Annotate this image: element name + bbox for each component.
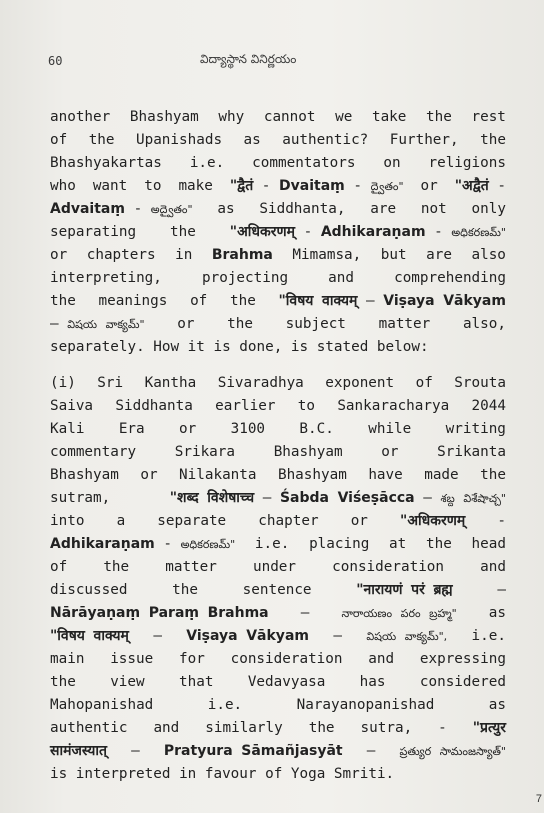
word: "प्रत्युर — [472, 720, 506, 736]
word: writing — [445, 421, 506, 437]
word: in — [179, 766, 197, 782]
word: subject — [285, 316, 346, 332]
word: in — [175, 247, 193, 263]
word: the — [50, 674, 76, 690]
text-line — [50, 717, 506, 740]
word: matter — [378, 316, 431, 332]
word: favour — [204, 766, 257, 782]
word: commentators — [252, 155, 356, 171]
word: Further, — [389, 132, 459, 148]
word: discussed — [50, 582, 128, 598]
running-head: విద్యాస్థాన వినిర్ణయం — [200, 52, 297, 66]
word: B.C. — [299, 421, 334, 437]
word: Srikanta — [437, 444, 506, 460]
word: also — [471, 247, 506, 263]
word: Advaitaṃ - అద్వైతం" — [50, 201, 193, 217]
word: the — [88, 132, 115, 148]
word: not — [420, 201, 447, 217]
word: exponent — [325, 375, 395, 391]
word: Pratyura Sāmañjasyāt — [163, 743, 343, 759]
word: separately. — [50, 339, 145, 355]
text-line — [50, 152, 506, 175]
word: that — [179, 674, 214, 690]
word: Siddhanta, — [259, 201, 346, 217]
text-line — [50, 487, 506, 510]
text-line — [50, 740, 506, 763]
word: the — [172, 582, 198, 598]
word: why — [218, 109, 245, 125]
word: Saiva — [50, 398, 94, 414]
word: – — [153, 628, 162, 644]
word: and — [480, 559, 506, 575]
word: – — [131, 743, 140, 759]
word: religions — [428, 155, 506, 171]
word: Era — [118, 421, 145, 437]
word: – — [497, 582, 506, 598]
word: have — [368, 467, 403, 483]
word: authentic — [50, 720, 128, 736]
word: "अधिकरणम् — [400, 513, 466, 529]
word: as — [488, 697, 506, 713]
word: matter — [165, 559, 217, 575]
body-text — [50, 106, 506, 786]
word: meanings — [98, 293, 168, 309]
word: Kali — [50, 421, 85, 437]
word: "अद्वैतं - — [454, 178, 506, 194]
text-line — [50, 198, 506, 221]
word: interpreted — [75, 766, 171, 782]
word: are — [426, 247, 452, 263]
word: "विषय वाक्यम् – Viṣaya Vākyam — [278, 293, 506, 309]
word: విషయ వాక్యమ్", — [366, 630, 448, 643]
word: i.e. — [207, 697, 243, 713]
word: the — [103, 559, 130, 575]
word: (i) — [50, 375, 76, 391]
word: Smriti. — [333, 766, 395, 782]
word: or — [179, 421, 197, 437]
text-line — [50, 441, 506, 464]
word: – విషయ వాక్యమ్" — [50, 316, 145, 332]
word: Nārāyaṇaṃ Paraṃ Brahma — [50, 605, 269, 621]
word: take — [371, 109, 407, 125]
word: below: — [376, 339, 429, 355]
word: interpreting, — [50, 270, 162, 286]
word: "विषय वाक्यम् — [50, 628, 129, 644]
word: Srouta — [454, 375, 506, 391]
text-line — [50, 175, 506, 198]
word: सामंजस्यात् — [50, 743, 108, 759]
word: cannot — [263, 109, 316, 125]
text-line — [50, 763, 506, 786]
word: Bhashyam — [50, 467, 119, 483]
word: Adhikaraṇam - అధికరణమ్" — [50, 536, 236, 552]
word: placing — [309, 536, 370, 552]
word: done, — [239, 339, 283, 355]
word: – — [366, 743, 376, 759]
text-line — [50, 290, 506, 313]
text-line — [50, 313, 506, 336]
text-line — [50, 556, 506, 579]
word: – — [333, 628, 342, 644]
text-line — [50, 129, 506, 152]
word: of — [265, 766, 283, 782]
word: Siddhanta — [115, 398, 193, 414]
word: while — [368, 421, 412, 437]
word: expressing — [419, 651, 506, 667]
word: to — [297, 398, 315, 414]
word: Bhashyam — [129, 109, 199, 125]
text-line — [50, 648, 506, 671]
word: Brahma — [211, 247, 273, 263]
word: projecting — [202, 270, 289, 286]
word: "अधिकरणम् - Adhikaraṇam - అధికరణమ్" — [229, 224, 506, 240]
word: Sivaradhya — [217, 375, 304, 391]
word: Sankaracharya — [337, 398, 450, 414]
word: are — [370, 201, 397, 217]
word: make — [178, 178, 213, 194]
text-line — [50, 602, 506, 625]
word: authentic? — [282, 132, 369, 148]
word: i.e. — [254, 536, 290, 552]
word: issue — [110, 651, 154, 667]
word: another — [50, 109, 111, 125]
word: Vedavyasa — [247, 674, 326, 690]
text-line — [50, 671, 506, 694]
word: Bhashyam — [273, 444, 343, 460]
word: also, — [462, 316, 506, 332]
word: Sri — [97, 375, 124, 391]
word: we — [335, 109, 353, 125]
text-line — [50, 336, 506, 359]
text-line — [50, 267, 506, 290]
word: chapters — [86, 247, 156, 263]
word: the — [308, 720, 335, 736]
word: stated — [316, 339, 369, 355]
word: the — [480, 132, 506, 148]
word: sentence — [242, 582, 312, 598]
text-line — [50, 418, 506, 441]
word: is — [290, 339, 309, 355]
word: under — [252, 559, 297, 575]
word: Viṣaya Vākyam — [186, 628, 309, 644]
paragraph-1 — [50, 106, 506, 359]
word: consideration — [230, 651, 343, 667]
word: into — [50, 513, 85, 529]
word: 2044 — [471, 398, 506, 414]
word: consideration — [332, 559, 445, 575]
word: the — [425, 536, 452, 552]
word: the — [50, 293, 76, 309]
word: want — [92, 178, 128, 194]
word: and — [153, 720, 180, 736]
word: has — [359, 674, 386, 690]
word: the — [426, 109, 452, 125]
word: - — [497, 513, 506, 529]
word: Bhashyakartas — [50, 155, 162, 171]
word: Narayanopanishad — [296, 697, 435, 713]
word: or — [177, 316, 195, 332]
word: on — [383, 155, 401, 171]
page-edge-mark: 7 — [535, 793, 542, 805]
word: the — [170, 224, 196, 240]
word: rest — [471, 109, 506, 125]
word: similarly — [205, 720, 283, 736]
word: Nilakanta — [179, 467, 257, 483]
text-line — [50, 510, 506, 533]
word: "नारायणं परं ब्रह्म — [356, 582, 453, 598]
paragraph-2 — [50, 372, 506, 786]
text-line — [50, 694, 506, 717]
text-line — [50, 106, 506, 129]
text-line — [50, 533, 506, 556]
word: Mimamsa, — [292, 247, 362, 263]
word: for — [179, 651, 205, 667]
word: of — [50, 559, 68, 575]
word: as — [217, 201, 235, 217]
word: main — [50, 651, 85, 667]
word: ప్రత్యుర సామంజస్యాత్" — [399, 745, 506, 758]
word: as — [488, 605, 506, 621]
word: – — [300, 605, 310, 621]
text-line — [50, 579, 506, 602]
word: 3100 — [230, 421, 266, 437]
word: or — [420, 178, 438, 194]
word: "द्वैतं - Dvaitaṃ - ద్వైతం" — [229, 178, 404, 194]
word: Yoga — [290, 766, 326, 782]
text-line — [50, 372, 506, 395]
word: who — [50, 178, 76, 194]
word: of — [415, 375, 433, 391]
text-line — [50, 221, 506, 244]
word: and — [368, 651, 395, 667]
word: separate — [157, 513, 227, 529]
word: chapter — [258, 513, 319, 529]
word: view — [110, 674, 145, 690]
word: separating — [50, 224, 137, 240]
word: of — [190, 293, 208, 309]
word: the — [227, 316, 253, 332]
word: at — [389, 536, 407, 552]
word: or — [381, 444, 399, 460]
word: Bhashyam — [277, 467, 347, 483]
text-line — [50, 395, 506, 418]
page-header — [0, 50, 544, 74]
word: head — [471, 536, 506, 552]
word: to — [144, 178, 162, 194]
word: and — [328, 270, 354, 286]
word: of — [50, 132, 68, 148]
word: is — [50, 766, 68, 782]
word: i.e. — [189, 155, 225, 171]
word: the — [480, 467, 506, 483]
word: the — [229, 293, 256, 309]
word: as — [243, 132, 261, 148]
word: made — [424, 467, 459, 483]
word: but — [380, 247, 407, 263]
word: Kantha — [144, 375, 197, 391]
word: comprehending — [394, 270, 506, 286]
word: How — [153, 339, 180, 355]
word: or — [50, 247, 68, 263]
word: sutram, — [50, 490, 111, 506]
word: sutra, — [360, 720, 413, 736]
word: only — [471, 201, 506, 217]
text-line — [50, 464, 506, 487]
word: or — [140, 467, 158, 483]
word: is — [213, 339, 231, 355]
word: Upanishads — [135, 132, 223, 148]
page-number: 60 — [48, 54, 63, 68]
word: "शब्द विशेषाच्च – Śabda Viśeṣācca – శబ్ద విశేషాచ్చ" — [169, 490, 506, 506]
word: నారాయణం పరం బ్రహ్మ" — [341, 607, 457, 620]
text-line — [50, 625, 506, 648]
word: considered — [419, 674, 506, 690]
word: or — [350, 513, 368, 529]
word: commentary — [50, 444, 137, 460]
word: it — [187, 339, 205, 355]
text-line — [50, 244, 506, 267]
word: a — [116, 513, 126, 529]
word: - — [438, 720, 447, 736]
word: Srikara — [174, 444, 236, 460]
word: i.e. — [471, 628, 506, 644]
word: Mahopanishad — [50, 697, 154, 713]
word: earlier — [215, 398, 276, 414]
